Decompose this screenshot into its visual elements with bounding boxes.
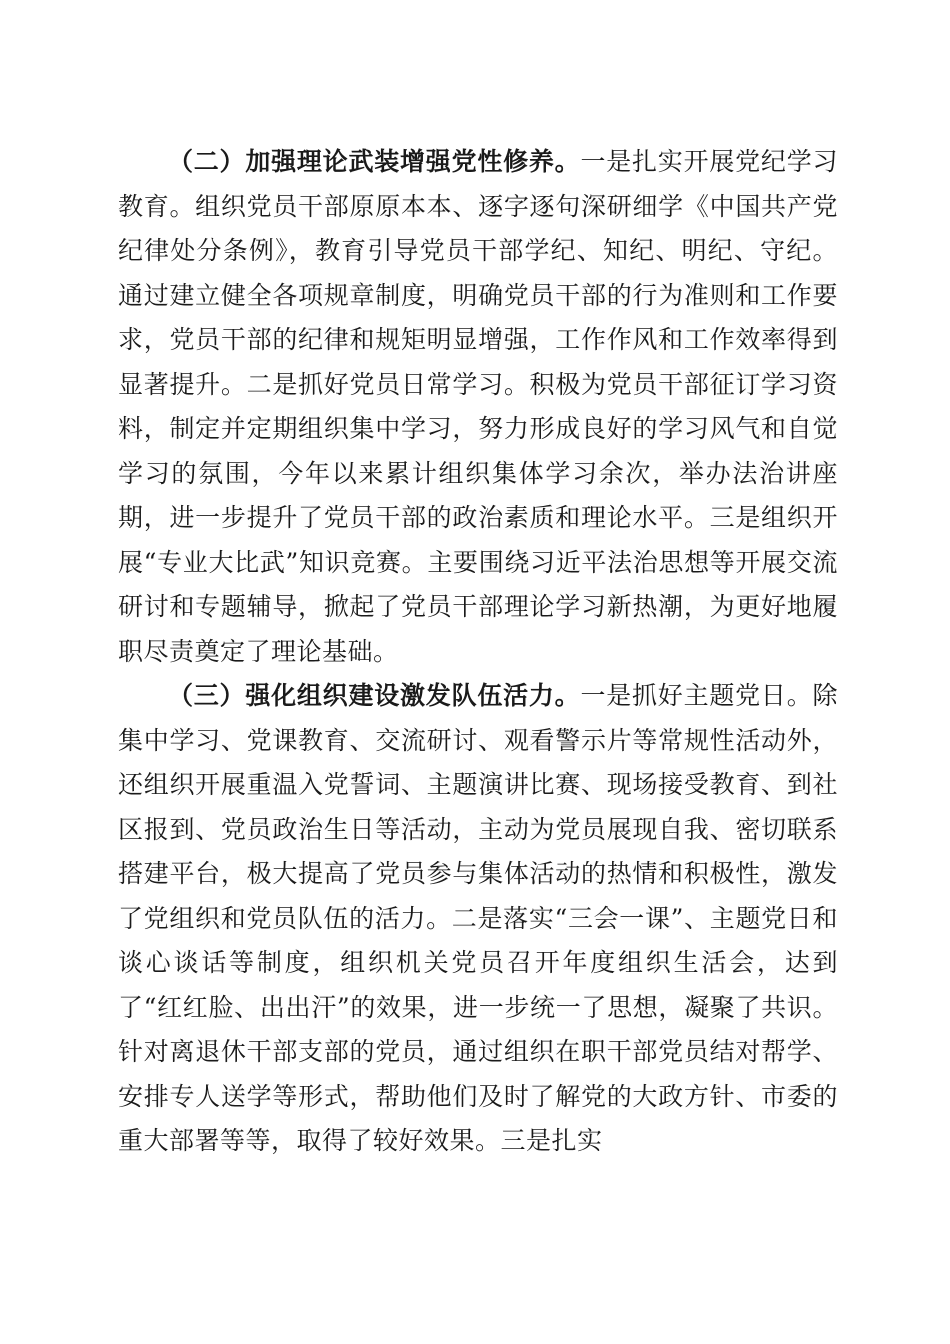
paragraph-body-theory: 一是扎实开展党纪学习教育。组织党员干部原原本本、逐字逐句深研细学《中国共产党纪律处分条例》，教育引导党员干部学纪、知纪、明纪、守纪。通过建立健全各项规章制度，明确党员干部的行为准则和工作要求，党员干部的纪律和规矩明显增强，工作作风和工作效率得到显著提升。二是抓好党员日常学习。积极为党员干部征订学习资料，制定并定期组织集中学习，努力形成良好的学习风气和自觉学习的氛围，今年以来累计组织集体学习余次，举办法治讲座期，进一步提升了党员干部的政治素质和理论水平。三是组织开展“专业大比武”知识竞赛。主要围绕习近平法治思想等开展交流研讨和专题辅导，掀起了党员干部理论学习新热潮，为更好地履职尽责奠定了理论基础。 — [118, 147, 838, 666]
section-heading-organization: （三）强化组织建设激发队伍活力。 — [168, 681, 581, 710]
document-page — [118, 140, 838, 1164]
section-heading-theory: （二）加强理论武装增强党性修养。 — [168, 147, 581, 176]
paragraph-organization-building — [118, 674, 838, 1164]
paragraph-body-organization: 一是抓好主题党日。除集中学习、党课教育、交流研讨、观看警示片等常规性活动外，还组织开展重温入党誓词、主题演讲比赛、现场接受教育、到社区报到、党员政治生日等活动，主动为党员展现自我、密切联系搭建平台，极大提高了党员参与集体活动的热情和积极性，激发了党组织和党员队伍的活力。二是落实“三会一课”、主题党日和谈心谈话等制度，组织机关党员召开年度组织生活会，达到了“红红脸、出出汗”的效果，进一步统一了思想，凝聚了共识。针对离退休干部支部的党员，通过组织在职干部党员结对帮学、安排专人送学等形式，帮助他们及时了解党的大政方针、市委的重大部署等等，取得了较好效果。三是扎实 — [118, 681, 838, 1155]
paragraph-theory-study — [118, 140, 838, 674]
